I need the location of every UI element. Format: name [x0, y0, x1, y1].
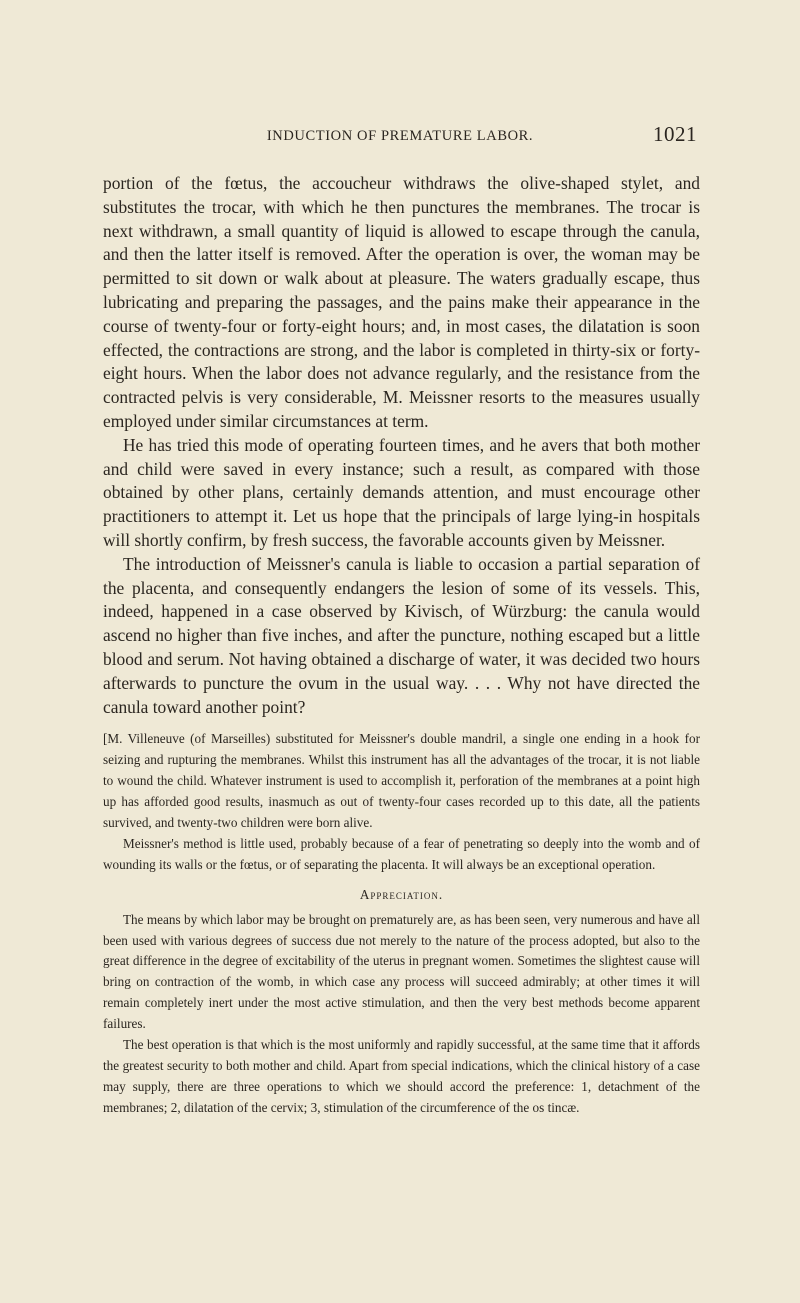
paragraph: He has tried this mode of operating fourteen times, and he avers that both mother and child were saved in every instance; such a result, as compared with those obtained by other plans, certainly demands attention, and must encourage other practitioners to attempt it. Let us hope that the principals of large lying-in hospitals will shortly confirm, by fresh success, the favorable accounts given by Meissner. — [103, 434, 700, 550]
running-head: INDUCTION OF PREMATURE LABOR. — [266, 128, 534, 144]
note-paragraph: [M. Villeneuve (of Marseilles) substituted for Meissner's double mandril, a single one ending in a hook for seizing and rupturing the membranes. Whilst this instrument has all the advantages of the trocar, it is not liable to wound the child. Whatever instrument is used to accomplish it, perforation of the membranes at a point high up has afforded good results, inasmuch as out of twenty-four cases recorded up to this date, all the patients survived, and twenty-two children were born alive. — [103, 731, 700, 830]
section-heading: Appreciation. — [359, 886, 444, 902]
page-number: 1021 — [653, 122, 697, 146]
note-paragraph: The means by which labor may be brought on prematurely are, as has been seen, very numerous and have all been used with various degrees of success due not merely to the nature of the process adopted, but also to the great difference in the degree of excitability of the uterus in pregnant women. Sometimes the slightest cause will bring on contraction of the womb, in which case any process will succeed admirably; at other times it will remain completely inert under the most active stimulation, and then the very best methods become apparent failures. — [103, 911, 700, 1032]
note-paragraph: The best operation is that which is the most uniformly and rapidly successful, at the same time that it affords the greatest security to both mother and child. Apart from special indications, which the clinical history of a case may supply, there are three operations to which we should accord the preference: 1, detachment of the membranes; 2, dilatation of the cervix; 3, stimulation of the circumference of the os tincæ. — [103, 1037, 700, 1115]
editor-note — [103, 729, 700, 1118]
page-body — [103, 172, 700, 1119]
note-paragraph: Meissner's method is little used, probably because of a fear of penetrating so deeply into the womb and of wounding its walls or the fœtus, or of separating the placenta. It will always be an exceptional operation. — [103, 835, 700, 872]
main-text — [103, 172, 700, 719]
paragraph: portion of the fœtus, the accoucheur withdraws the olive-shaped stylet, and substitutes the trocar, with which he then punctures the membranes. The trocar is next withdrawn, a small quantity of liquid is allowed to escape through the canula, and then the latter itself is removed. After the operation is over, the woman may be permitted to sit down or walk about at pleasure. The waters gradually escape, thus lubricating and preparing the passages, and the pains make their appearance in the course of twenty-four or forty-eight hours; and, in most cases, the dilatation is soon effected, the contractions are strong, and the labor is completed in thirty-six or forty-eight hours. When the labor does not advance regularly, and the resistance from the contracted pelvis is very considerable, M. Meissner resorts to the measures usually employed under similar circumstances at term. — [103, 173, 700, 431]
paragraph: The introduction of Meissner's canula is liable to occasion a partial separation of the placenta, and consequently endangers the lesion of some of its vessels. This, indeed, happened in a case observed by Kivisch, of Würzburg: the canula would ascend no higher than five inches, and after the puncture, nothing escaped but a little blood and serum. Not having obtained a discharge of water, it was decided two hours afterwards to puncture the ovum in the usual way. . . . Why not have directed the canula toward another point? — [103, 553, 700, 717]
page-header — [0, 122, 800, 152]
